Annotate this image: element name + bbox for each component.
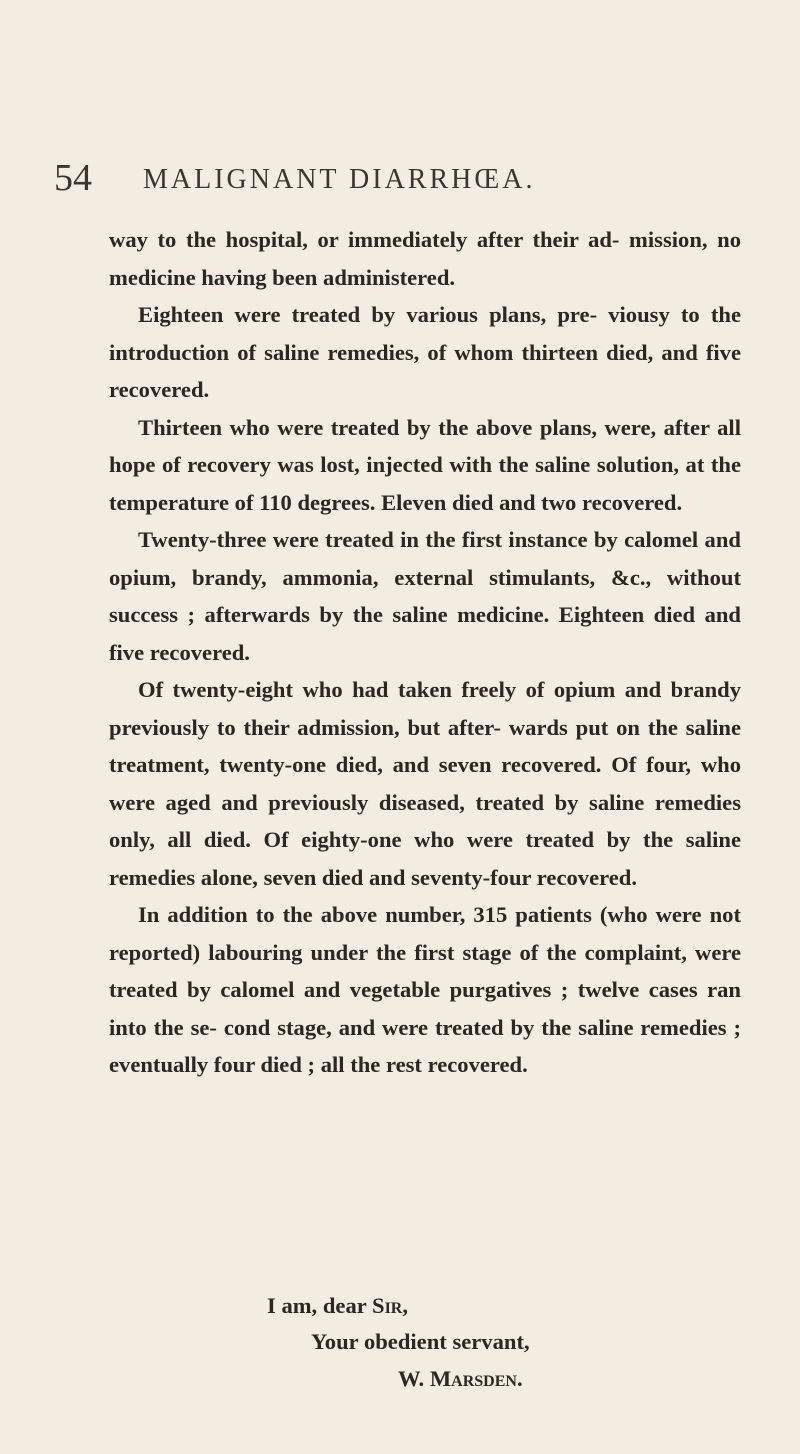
- salutation-prefix: I am, dear: [267, 1293, 373, 1318]
- paragraph-eighteen-treated: Eighteen were treated by various plans, pre- viousy to the introduction of saline remedies, of whom thirteen died, and five recovered.: [109, 302, 741, 402]
- signature-line: [398, 1360, 523, 1398]
- page-header: [54, 158, 754, 198]
- signature-initial: W.: [398, 1366, 430, 1391]
- body-text: [109, 221, 741, 1084]
- salutation-line: [267, 1287, 408, 1325]
- signature-name: Marsden.: [429, 1366, 523, 1391]
- paragraph-continuation: way to the hospital, or immediately after their ad- mission, no medicine having been administered.: [109, 227, 741, 290]
- paragraph-315-patients: In addition to the above number, 315 patients (who were not reported) labouring under the first stage of the complaint, were treated by calomel and vegetable purgatives ; twelve cases ran into the se- cond stage, and were treated by the saline remedies ; eventually four died ; all the rest recovered.: [109, 902, 741, 1077]
- page-number: 54: [54, 157, 92, 199]
- salutation-title: Sir,: [372, 1293, 409, 1318]
- running-title: MALIGNANT DIARRHŒA.: [143, 164, 536, 195]
- valediction-line: Your obedient servant,: [311, 1329, 530, 1354]
- paragraph-thirteen-injected: Thirteen who were treated by the above plans, were, after all hope of recovery was lost, injected with the saline solution, at the temperature of 110 degrees. Eleven died and two recovered.: [109, 414, 741, 515]
- paragraph-twenty-three-calomel: Twenty-three were treated in the first instance by calomel and opium, brandy, ammonia, external stimulants, &c., without success ; afterwards by the saline medicine. Eighteen died and five recovered.: [109, 527, 741, 665]
- paragraph-twenty-eight-opium: Of twenty-eight who had taken freely of opium and brandy previously to their admission, but after- wards put on the saline treatment, twenty-one died, and seven recovered. Of four, who were aged and previously diseased, treated by saline remedies only, all died. Of eighty-one who were treated by the saline remedies alone, seven died and seventy-four recovered.: [109, 677, 741, 890]
